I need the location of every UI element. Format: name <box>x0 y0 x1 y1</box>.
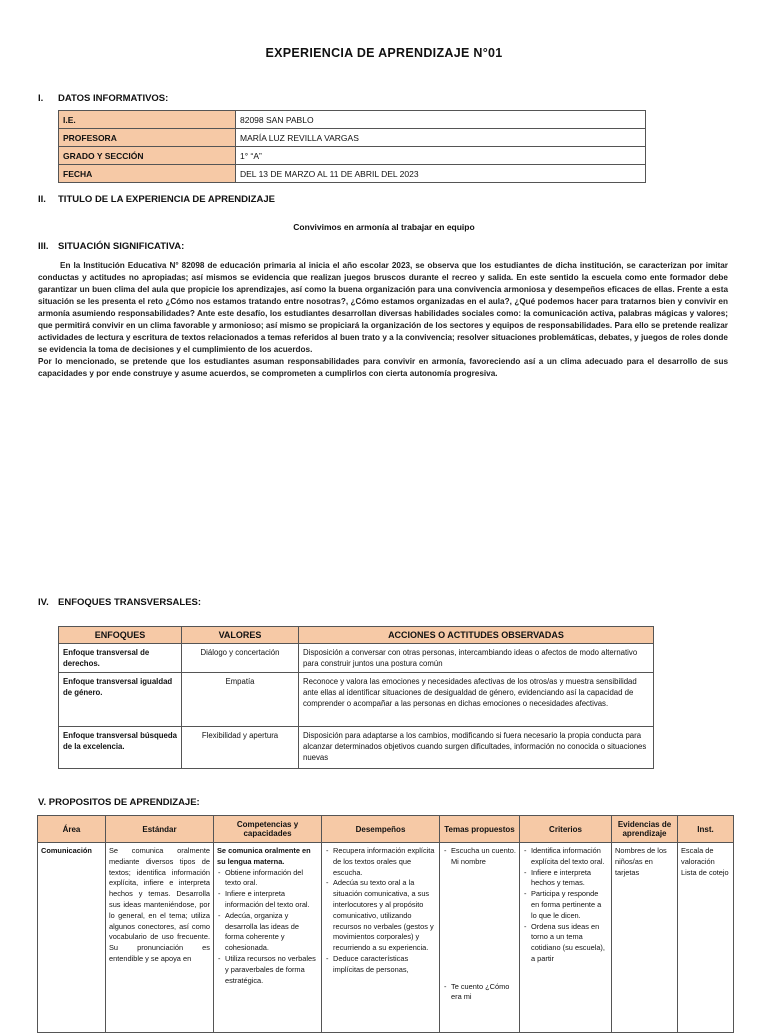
info-row <box>59 129 646 147</box>
accion-cell: Disposición a conversar con otras personas, intercambiando ideas o afectos de modo alternativo para construir juntos una postura común <box>299 644 654 673</box>
list-item: - Te cuento ¿Cómo era mi <box>451 982 516 1004</box>
acciones-header: ACCIONES O ACTITUDES OBSERVADAS <box>299 627 654 644</box>
list-item: - Adecúa su texto oral a la situación comunicativa, a sus interlocutores y al propósito comunicativo, utilizando recursos no verbales (gestos y movimientos corporales) y recurriendo a su experiencia. <box>333 878 436 954</box>
info-value: 82098 SAN PABLO <box>236 111 646 129</box>
competencia-title: Se comunica oralmente en su lengua materna. <box>217 846 311 866</box>
instrumentos-header: Inst. <box>678 816 734 843</box>
page-title: EXPERIENCIA DE APRENDIZAJE N°01 <box>265 46 503 60</box>
enfoque-cell: Enfoque transversal de derechos. <box>59 644 182 673</box>
list-item: - Recupera información explícita de los textos orales que escucha. <box>333 846 436 878</box>
list-item: - Obtiene información del texto oral. <box>225 868 318 890</box>
enfoque-cell: Enfoque transversal igualdad de género. <box>59 673 182 727</box>
instrumentos-cell: Escala de valoración Lista de cotejo <box>678 843 734 1033</box>
section-5-label: V. PROPOSITOS DE APRENDIZAJE: <box>38 797 200 808</box>
evidencias-header: Evidencias de aprendizaje <box>612 816 678 843</box>
area-cell: Comunicación <box>38 843 106 1033</box>
info-label: PROFESORA <box>59 129 236 147</box>
temas-cell <box>440 843 520 1033</box>
list-item: - Utiliza recursos no verbales y paraverbales de forma estratégica. <box>225 954 318 986</box>
accion-cell: Disposición para adaptarse a los cambios, modificando si fuera necesario la propia conducta para alcanzar determinados objetivos cuando surgen dificultades, información no conocida o situaciones nuevas <box>299 727 654 769</box>
situation-paragraph: En la Institución Educativa N° 82098 de educación primaria al inicia el año escolar 2023, se observa que los estudiantes de dicha institución, se caracterizan por imitar conductas y actitudes no apropiadas; así mismos se evidencia que realizan juegos bruscos durante el recreo y salida. En este sentido la escuela como ente formador debe garantizar un buen clima del aula que propicie los aprendizajes, así como la buena organización para una convivencia armoniosa y desempeños eficaces de ellas. Frente a esta situación se les presenta el reto ¿Cómo nos estamos tratando entre nosotras?, ¿Cómo estamos organizadas en el aula?, ¿Qué podemos hacer para tratarnos bien y convivir en armonía asumiendo responsabilidades? Ante este desafío, los estudiantes desarrollan diversas habilidades sociales como: la comunicación activa, palabras mágicas y valores; que permitirá convivir en un clima favorable y armonioso; así mismo se propiciará la organización de los sectores y equipos de responsabilidades. Para ello se pretende realizar actividades de lectura y escritura de textos relacionados a temas referidos al buen trato y a la convivencia; resolver situaciones problemáticas, debates, y juegos de roles donde se evidencia la toma de decisiones y el cumplimiento de los acuerdos. <box>38 261 728 354</box>
situation-text <box>38 260 728 380</box>
section-4-heading <box>38 597 201 608</box>
info-label: FECHA <box>59 165 236 183</box>
info-row <box>59 111 646 129</box>
criterios-header: Criterios <box>520 816 612 843</box>
section-2-number: II. <box>38 194 46 205</box>
info-label: GRADO Y SECCIÓN <box>59 147 236 165</box>
valores-header: VALORES <box>182 627 299 644</box>
list-item: - Infiere e interpreta hechos y temas. <box>531 868 608 890</box>
info-value: DEL 13 DE MARZO AL 11 DE ABRIL DEL 2023 <box>236 165 646 183</box>
list-item: - Deduce características implícitas de personas, <box>333 954 436 976</box>
accion-cell: Reconoce y valora las emociones y necesidades afectivas de los otros/as y muestra sensibilidad ante ellas al identificar situaciones de desigualdad de género, evidenciando así la capacidad de comprender o acompañar a las personas en dichas emociones o necesidades afectivas. <box>299 673 654 727</box>
list-item: - Identifica información explícita del texto oral. <box>531 846 608 868</box>
situation-paragraph: Por lo mencionado, se pretende que los estudiantes asuman responsabilidades para convivir en armonía, favoreciendo así a un clima adecuado para el desarrollo de sus capacidades y por ende construye y asume acuerdos, se comprometen a cumplirlos con cierta autonomía progresiva. <box>38 357 728 378</box>
criterios-list <box>523 846 608 965</box>
table-row <box>59 673 654 727</box>
section-1-label: DATOS INFORMATIVOS: <box>58 93 169 104</box>
info-row <box>59 165 646 183</box>
list-item: - Participa y responde en forma pertinente a lo que le dicen. <box>531 889 608 921</box>
propositos-header-row <box>38 816 734 843</box>
propositos-table <box>37 815 734 1033</box>
valor-cell: Diálogo y concertación <box>182 644 299 673</box>
section-1-heading <box>38 93 168 104</box>
enfoques-table <box>58 626 654 769</box>
valor-cell: Empatía <box>182 673 299 727</box>
enfoque-cell: Enfoque transversal búsqueda de la excelencia. <box>59 727 182 769</box>
area-header: Área <box>38 816 106 843</box>
evidencias-cell: Nombres de los niños/as en tarjetas <box>612 843 678 1033</box>
capacidades-list <box>217 868 318 987</box>
list-item: - Ordena sus ideas en torno a un tema cotidiano (su escuela), a partir <box>531 922 608 965</box>
section-3-heading <box>38 241 184 252</box>
section-3-number: III. <box>38 241 49 252</box>
info-label: I.E. <box>59 111 236 129</box>
list-item: - Escucha un cuento. Mi nombre <box>451 846 516 868</box>
info-table <box>58 110 646 183</box>
temas-header: Temas propuestos <box>440 816 520 843</box>
criterios-cell <box>520 843 612 1033</box>
section-1-number: I. <box>38 93 44 104</box>
experience-title: Convivimos en armonía al trabajar en equipo <box>293 222 475 232</box>
section-2-label: TITULO DE LA EXPERIENCIA DE APRENDIZAJE <box>58 194 275 205</box>
valor-cell: Flexibilidad y apertura <box>182 727 299 769</box>
table-row <box>38 843 734 1033</box>
info-value: MARÍA LUZ REVILLA VARGAS <box>236 129 646 147</box>
desempenos-cell <box>322 843 440 1033</box>
temas-list <box>443 846 516 1003</box>
enfoques-header: ENFOQUES <box>59 627 182 644</box>
section-3-label: SITUACIÓN SIGNIFICATIVA: <box>58 241 185 252</box>
info-row <box>59 147 646 165</box>
estandar-cell: Se comunica oralmente mediante diversos tipos de textos; identifica información explícita, infiere e interpreta hechos y temas. Desarrolla sus ideas manteniéndose, por lo general, en el tema; utiliza algunos conectores, así como vocabulario de uso frecuente. Su pronunciación es entendible y se apoya en <box>106 843 214 1033</box>
section-5-heading <box>38 797 200 808</box>
table-row <box>59 727 654 769</box>
estandar-header: Estándar <box>106 816 214 843</box>
competencias-cell <box>214 843 322 1033</box>
enfoques-header-row <box>59 627 654 644</box>
competencias-header: Competencias y capacidades <box>214 816 322 843</box>
desempenos-list <box>325 846 436 976</box>
desempenos-header: Desempeños <box>322 816 440 843</box>
list-item: - Adecúa, organiza y desarrolla las ideas de forma coherente y cohesionada. <box>225 911 318 954</box>
list-item: - Infiere e interpreta información del texto oral. <box>225 889 318 911</box>
info-value: 1° “A” <box>236 147 646 165</box>
section-2-heading <box>38 194 275 205</box>
section-4-label: ENFOQUES TRANSVERSALES: <box>58 597 202 608</box>
table-row <box>59 644 654 673</box>
section-4-number: IV. <box>38 597 49 608</box>
